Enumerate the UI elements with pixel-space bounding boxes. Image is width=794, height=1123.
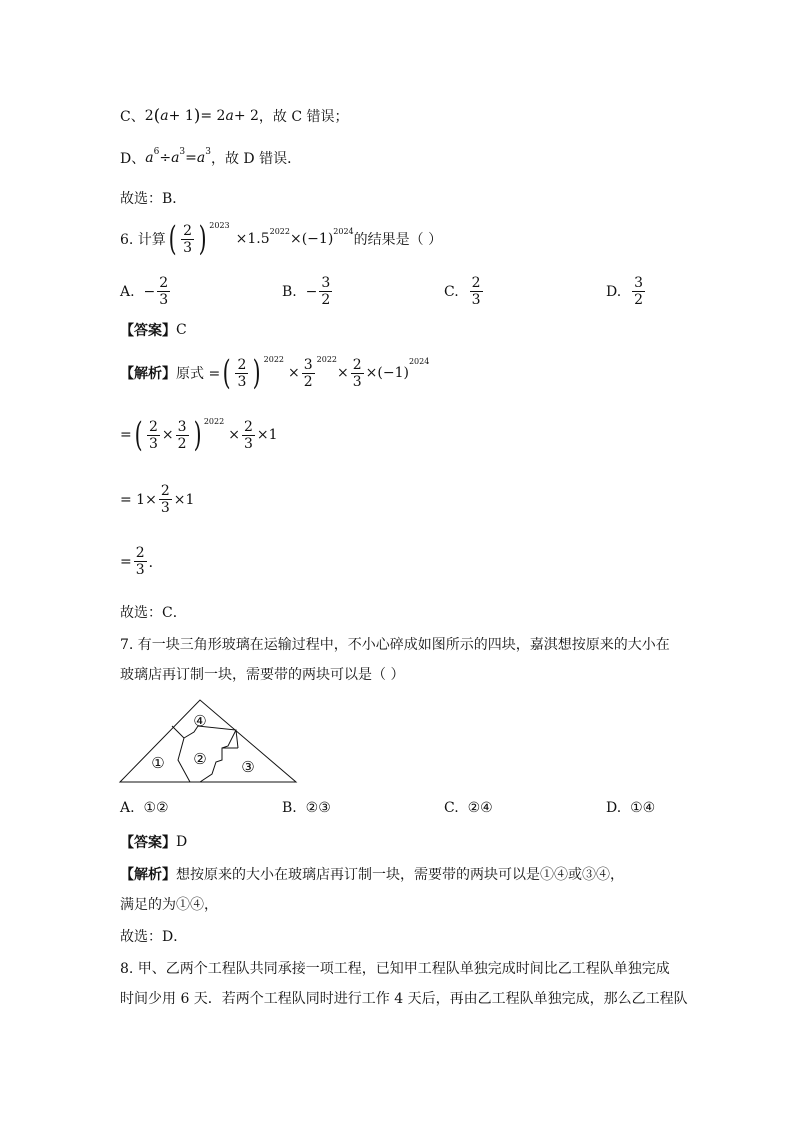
math-paren: ) <box>193 106 201 126</box>
math-term: = 2 <box>200 108 226 124</box>
q7-option-b[interactable]: B. ②③ <box>282 800 331 816</box>
math-term: ×(−1) <box>289 231 334 247</box>
fraction: $\frac{2}{3}$ <box>183 222 192 256</box>
q6-option-d[interactable]: D. $\frac{3}{2}$ <box>606 275 644 308</box>
crack-line <box>184 726 236 782</box>
fraction: $\frac{3}{2}$ <box>634 275 644 308</box>
math-term: + 1 <box>168 108 194 124</box>
q7-option-d[interactable]: D. ①④ <box>606 800 656 816</box>
conclusion-text: ，故 D 错误． <box>210 151 302 167</box>
q6-conclusion: 故选：C． <box>120 605 187 621</box>
option-d-explanation <box>120 148 301 168</box>
q7-conclusion: 故选：D． <box>120 929 188 945</box>
q6-analysis-step4: = $\frac{2}{3}$ ． <box>120 545 163 578</box>
piece-label-1: ① <box>151 754 165 772</box>
math-var: a <box>160 108 169 124</box>
exponent: 6 <box>153 147 160 157</box>
exponent: 2022 <box>269 226 290 236</box>
q7-answer: 【答案】 D <box>120 834 188 851</box>
answer-5: 故选：B． <box>120 191 187 207</box>
fraction: $\frac{2}{3}$ <box>159 275 169 308</box>
math-paren: ( <box>153 106 161 126</box>
q7-analysis-2: 满足的为①④， <box>120 897 218 913</box>
fraction: $\frac{2}{3}$ <box>471 275 481 308</box>
exponent: 2023 <box>209 220 230 230</box>
math-paren: ( <box>168 219 177 259</box>
piece-label-3: ③ <box>241 758 255 776</box>
question-8-line1: 8. 甲、乙两个工程队共同承接一项工程，已知甲工程队单独完成时间比乙工程队单独完成 <box>120 961 670 977</box>
triangle-outline <box>120 700 296 782</box>
q7-option-c[interactable]: C. ②④ <box>444 800 493 816</box>
math-term: 2 <box>144 108 154 124</box>
piece-label-4: ④ <box>193 712 207 730</box>
math-term: = <box>185 150 197 166</box>
q7-analysis: 【解析】 想按原来的大小在玻璃店再订制一块，需要带的两块可以是①④或③④， <box>120 867 624 883</box>
crack-line <box>172 726 190 782</box>
question-suffix: 的结果是（ ） <box>353 232 443 248</box>
math-var: a <box>145 150 154 166</box>
math-var: a <box>225 108 234 124</box>
exponent: 3 <box>205 147 211 157</box>
question-8-line2: 时间少用 6 天．若两个工程队同时进行工作 4 天后，再由乙工程队单独完成，那么乙工程队 <box>120 991 688 1007</box>
option-label: C、 <box>120 109 145 125</box>
q6-option-b[interactable]: B. − $\frac{3}{2}$ <box>282 275 331 308</box>
q6-option-a[interactable]: A. − $\frac{2}{3}$ <box>120 275 169 308</box>
math-paren: ) <box>198 219 207 259</box>
q6-analysis-step3: = 1× $\frac{2}{3}$ ×1 <box>120 483 195 516</box>
question-prefix: 6. 计算 <box>120 232 166 248</box>
math-term: + 2 <box>233 108 259 124</box>
math-term: ×1.5 <box>235 231 270 247</box>
q6-answer: 【答案】 C <box>120 322 187 339</box>
math-var: a <box>171 150 180 166</box>
q6-analysis-step2: = ( $\frac{2}{3}$ × $\frac{3}{2}$ ) 2022 × $\frac{2}{3}$ ×1 <box>120 415 278 455</box>
conclusion-text: ，故 C 错误； <box>258 109 349 125</box>
math-term: ÷ <box>159 150 172 166</box>
broken-glass-triangle-figure <box>118 696 300 786</box>
question-7-line1: 7. 有一块三角形玻璃在运输过程中，不小心碎成如图所示的四块，嘉淇想按原来的大小在 <box>120 637 670 653</box>
option-c-explanation <box>120 106 349 126</box>
math-var: a <box>196 150 206 166</box>
question-6 <box>120 219 443 259</box>
fraction: $\frac{3}{2}$ <box>321 275 331 308</box>
q6-option-c[interactable]: C. $\frac{2}{3}$ <box>444 275 481 308</box>
piece-label-2: ② <box>193 750 207 768</box>
q6-analysis-step1: 【解析】 原式 = ( $\frac{2}{3}$ ) 2022 × $\frac{3}{2}$ 2022 × $\frac{2}{3}$ ×(−1) 2024 <box>120 353 430 393</box>
exponent: 2024 <box>333 226 354 236</box>
exponent: 3 <box>179 147 186 157</box>
question-7-line2: 玻璃店再订制一块，需要带的两块可以是（ ） <box>120 667 405 683</box>
option-label: D、 <box>120 151 146 167</box>
q7-option-a[interactable]: A. ①② <box>120 800 169 816</box>
